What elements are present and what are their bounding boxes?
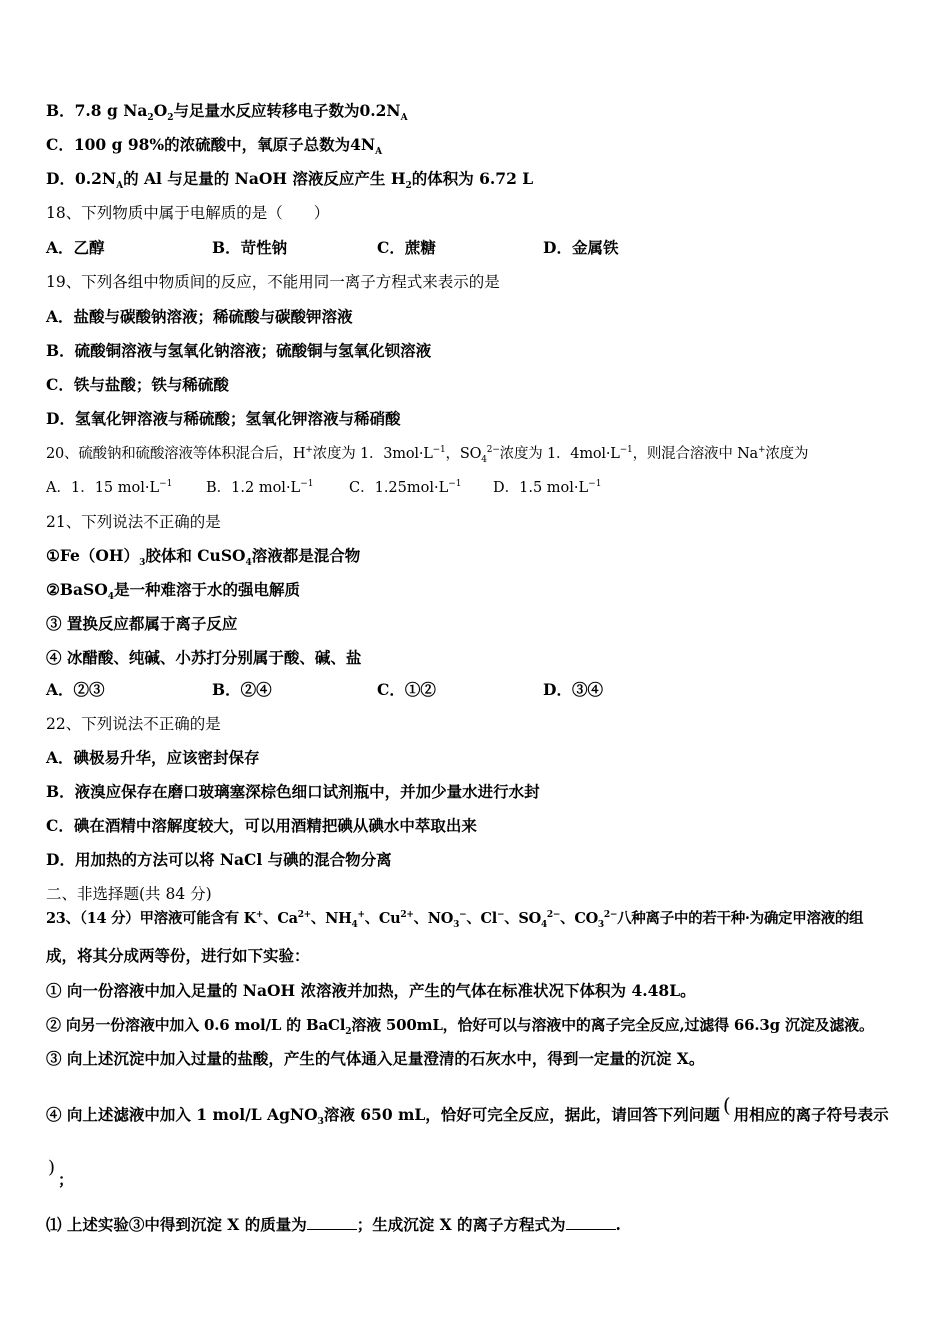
q18-option-b: B．苛性钠: [212, 238, 288, 257]
q19-option-a: A．盐酸与碳酸钠溶液；稀硫酸与碳酸钾溶液: [46, 307, 353, 326]
q20-option-b: B．1.2 $mol\cdot L^{-1}$: [206, 479, 314, 496]
q21-statement-4: ④ 冰醋酸、纯碱、小苏打分别属于酸、碱、盐: [46, 648, 362, 667]
q18-option-c: C．蔗糖: [377, 238, 436, 257]
q22-option-a: A．碘极易升华，应该密封保存: [46, 748, 260, 767]
q21-stem: 21、下列说法不正确的是: [46, 513, 221, 531]
q22-option-d: D．用加热的方法可以将 NaCl 与碘的混合物分离: [46, 850, 392, 869]
q21-option-c: C．①②: [377, 680, 436, 699]
answer-blank-2[interactable]: [566, 1215, 616, 1230]
q21-option-b: B．②④: [212, 680, 272, 699]
q20-stem: 20、硫酸钠和硫酸溶液等体积混合后，H+浓度为 1．$3mol\cdot L^{-1}$，$SO_4^{2-}$浓度为 1．$4mol\cdot L^{-1}$，则混合溶液中 Na+浓度为: [46, 445, 809, 465]
q23-stem-line1: 23、（14 分）甲溶液可能含有 K+、$Ca^{2+}$、$NH_4^+$、$Cu^{2+}$、$NO_3^-$、Cl−、$SO_4^{2-}$、$CO_3^{2-}$八种离子中的若干种·为确定甲溶液的组: [46, 910, 864, 930]
q23-stem-line2: 成，将其分成两等份，进行如下实验：: [46, 946, 310, 965]
q20-options: [0, 478, 950, 498]
q21-statement-3: ③ 置换反应都属于离子反应: [46, 614, 238, 633]
q22-option-b: B．液溴应保存在磨口玻璃塞深棕色细口试剂瓶中，并加少量水进行水封: [46, 782, 540, 801]
q20-option-d: D．1.5 $mol\cdot L^{-1}$: [493, 479, 602, 496]
q18-option-a: A．乙醇: [46, 238, 105, 257]
q20-option-a: A．1．15 $mol\cdot L^{-1}$: [46, 479, 173, 496]
q17-option-c: C．100 g 98%的浓硫酸中，氧原子总数为$4N_A$: [46, 135, 383, 158]
q19-option-b: B．硫酸铜溶液与氢氧化钠溶液；硫酸铜与氢氧化钡溶液: [46, 341, 432, 360]
q18-option-d: D．金属铁: [543, 238, 619, 257]
q19-option-d: D．氢氧化钾溶液与稀硫酸；氢氧化钾溶液与稀硝酸: [46, 409, 401, 428]
q18-stem: 18、下列物质中属于电解质的是（ ）: [46, 204, 330, 222]
q21-options: [0, 680, 950, 700]
q20-option-c: C．$1.25mol\cdot L^{-1}$: [349, 479, 462, 496]
q21-option-d: D．③④: [543, 680, 603, 699]
q23-experiment-4: ④ 向上述滤液中加入 1 mol/L AgNO$_3$溶液 650 mL，恰好可完全反应，据此，请回答下列问题 ( 用相应的离子符号表示: [46, 1093, 889, 1128]
q22-stem: 22、下列说法不正确的是: [46, 715, 221, 733]
q21-statement-1: $①Fe(OH)_3$胶体和 CuSO$_4$溶液都是混合物: [46, 546, 361, 569]
q23-subquestion-1: ⑴ 上述实验③中得到沉淀 X 的质量为 ；生成沉淀 X 的离子方程式为 .: [46, 1215, 621, 1234]
q19-option-c: C．铁与盐酸；铁与稀硫酸: [46, 375, 229, 394]
q23-experiment-3: ③ 向上述沉淀中加入过量的盐酸，产生的气体通入足量澄清的石灰水中，得到一定量的沉淀 X。: [46, 1049, 705, 1068]
q19-stem: 19、下列各组中物质间的反应，不能用同一离子方程式来表示的是: [46, 273, 500, 291]
q17-option-d: D．$0.2N_A$的 Al 与足量的 NaOH 溶液反应产生 $H_2$的体积为 6.72 L: [46, 169, 534, 192]
q23-semicolon: ；: [58, 1170, 74, 1189]
q23-experiment-2: ② 向另一份溶液中加入 0.6 mol/L 的 BaCl$_2$溶液 500mL，恰好可以与溶液中的离子完全反应,过滤得 66.3g 沉淀及滤液。: [46, 1016, 874, 1037]
q17-option-b: B．7.8 g $Na_2O_2$与足量水反应转移电子数为$0.2N_A$: [46, 101, 408, 124]
q23-experiment-1: ① 向一份溶液中加入足量的 NaOH 浓溶液并加热，产生的气体在标准状况下体积为 4.48L。: [46, 981, 696, 1000]
section-heading: 二、非选择题(共 84 分): [46, 885, 212, 903]
q22-option-c: C．碘在酒精中溶解度较大，可以用酒精把碘从碘水中萃取出来: [46, 816, 477, 835]
answer-blank-1[interactable]: [307, 1215, 357, 1230]
q23-close-paren: ): [48, 1157, 56, 1178]
q18-options: [0, 238, 950, 258]
q21-statement-2: ②BaSO$_4$是一种难溶于水的强电解质: [46, 580, 301, 603]
q21-option-a: A．②③: [46, 680, 105, 699]
